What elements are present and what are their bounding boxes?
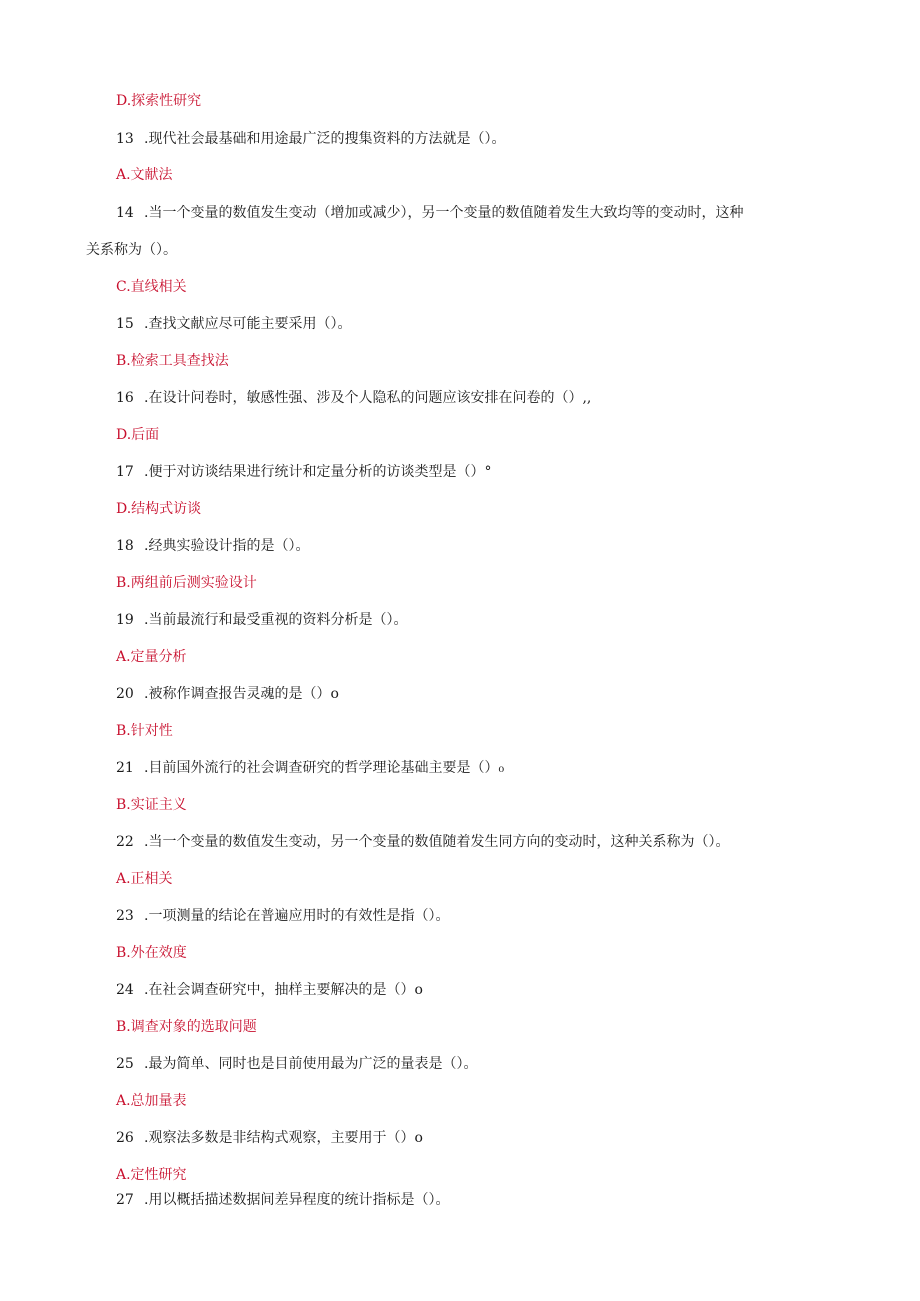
question-line <box>116 463 491 481</box>
question-line <box>116 537 309 555</box>
question-text: .被称作调查报告灵魂的是（）o <box>144 686 339 702</box>
question-line <box>116 204 743 222</box>
question-number: 23 <box>116 908 134 924</box>
answer-line: A.正相关 <box>116 871 173 887</box>
question-text: .在设计问卷时，敏感性强、涉及个人隐私的问题应该安排在问卷的（）,, <box>144 390 592 406</box>
question-text: .最为简单、同时也是目前使用最为广泛的量表是（）。 <box>144 1056 478 1072</box>
answer-line: A.文献法 <box>116 167 173 183</box>
question-number: 13 <box>116 131 134 147</box>
answer-line: B.外在效度 <box>116 945 187 961</box>
question-number: 14 <box>116 205 134 221</box>
question-text: .当前最流行和最受重视的资料分析是（）。 <box>144 612 408 628</box>
question-number: 19 <box>116 612 134 628</box>
question-number: 21 <box>116 760 134 776</box>
answer-line: B.两组前后测实验设计 <box>116 575 257 591</box>
question-text: .观察法多数是非结构式观察，主要用于（）o <box>144 1130 423 1146</box>
question-number: 20 <box>116 686 134 702</box>
question-line <box>116 1055 477 1073</box>
question-text: .便于对访谈结果进行统计和定量分析的访谈类型是（）° <box>144 464 492 480</box>
question-number: 24 <box>116 982 134 998</box>
question-line <box>116 685 339 703</box>
question-number: 17 <box>116 464 134 480</box>
question-text: .用以概括描述数据间差异程度的统计指标是（）。 <box>144 1192 450 1208</box>
answer-line: D.结构式访谈 <box>116 501 202 517</box>
answer-line: B.针对性 <box>116 723 173 739</box>
question-text: .当一个变量的数值发生变动，另一个变量的数值随着发生同方向的变动时，这种关系称为（）。 <box>144 834 730 850</box>
question-line <box>116 1191 449 1209</box>
question-line <box>116 315 351 333</box>
question-text: .现代社会最基础和用途最广泛的搜集资料的方法就是（）。 <box>144 131 506 147</box>
question-number: 15 <box>116 316 134 332</box>
question-text: .一项测量的结论在普遍应用时的有效性是指（）。 <box>144 908 450 924</box>
question-number: 26 <box>116 1130 134 1146</box>
answer-line: A.定性研究 <box>116 1167 187 1183</box>
question-text: .在社会调查研究中，抽样主要解决的是（）o <box>144 982 423 998</box>
question-text: .目前国外流行的社会调查研究的哲学理论基础主要是（）₀ <box>144 760 505 776</box>
question-continuation: 关系称为（）。 <box>86 242 177 258</box>
question-line <box>116 759 504 777</box>
question-line <box>116 1129 423 1147</box>
question-number: 16 <box>116 390 134 406</box>
question-number: 22 <box>116 834 134 850</box>
question-number: 18 <box>116 538 134 554</box>
question-line <box>116 130 505 148</box>
answer-line: B.检索工具查找法 <box>116 353 229 369</box>
answer-line: A.定量分析 <box>116 649 187 665</box>
question-number: 25 <box>116 1056 134 1072</box>
question-text: .当一个变量的数值发生变动（增加或减少），另一个变量的数值随着发生大致均等的变动时，这种 <box>144 205 744 221</box>
question-line <box>116 389 591 407</box>
question-line <box>116 907 449 925</box>
question-line <box>116 833 729 851</box>
question-text: .经典实验设计指的是（）。 <box>144 538 310 554</box>
answer-line: D.探索性研究 <box>116 93 202 109</box>
answer-line: D.后面 <box>116 427 160 443</box>
question-text: .查找文献应尽可能主要采用（）。 <box>144 316 352 332</box>
answer-line: B.实证主义 <box>116 797 187 813</box>
answer-line: C.直线相关 <box>116 279 187 295</box>
question-number: 27 <box>116 1192 134 1208</box>
answer-line: B.调查对象的选取问题 <box>116 1019 257 1035</box>
question-line <box>116 611 407 629</box>
question-line <box>116 981 423 999</box>
answer-line: A.总加量表 <box>116 1093 187 1109</box>
